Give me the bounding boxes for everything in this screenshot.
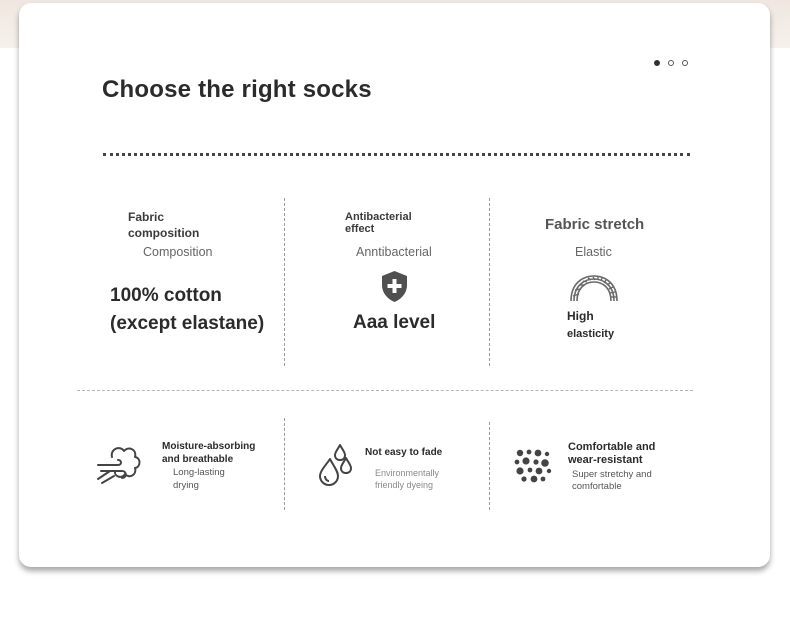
title-divider (103, 153, 690, 156)
page-title: Choose the right socks (102, 76, 372, 103)
feature-comfort-sub-line2: comfortable (572, 481, 622, 492)
spring-coil-icon (568, 274, 620, 302)
feature-moisture-sub-line1: Long-lasting (173, 467, 225, 478)
feature-moisture-sub-line2: drying (173, 480, 199, 491)
section-divider (77, 390, 693, 391)
column-divider-1 (284, 198, 285, 366)
composition-label: Fabric composition (128, 210, 200, 240)
feature-fade-sub-line2: friendly dyeing (375, 480, 434, 490)
feature-comfort-title-line1: Comfortable and (568, 441, 656, 453)
shield-plus-icon (380, 270, 409, 303)
feature-fade-title: Not easy to fade (365, 447, 443, 458)
carousel-dot-1[interactable] (654, 60, 660, 66)
antibacterial-value: Aaa level (353, 312, 436, 333)
carousel-dot-3[interactable] (682, 60, 688, 66)
carousel-indicator[interactable] (654, 59, 688, 67)
feature-divider-2 (489, 422, 490, 510)
composition-value-line1: 100% cotton (110, 285, 222, 306)
feature-moisture-title-line2: and breathable (162, 454, 234, 465)
carousel-dot-2[interactable] (668, 60, 674, 66)
feature-comfort-sub-line1: Super stretchy and (572, 469, 652, 480)
composition-sublabel: Composition (143, 245, 213, 259)
antibacterial-sublabel: Anntibacterial (356, 245, 432, 259)
stretch-sublabel: Elastic (575, 245, 612, 259)
feature-moisture-title-line1: Moisture-absorbing (162, 441, 256, 452)
feature-fade-sub-line1: Environmentally (375, 468, 440, 478)
feature-divider-1 (284, 418, 285, 510)
breath-cloud-icon (96, 443, 142, 485)
stretch-value-line2: elasticity (567, 328, 615, 340)
antibacterial-label: Antibacterial effect (345, 211, 412, 235)
stretch-value-line1: High (567, 309, 594, 323)
feature-comfort-title-line2: wear-resistant (568, 454, 643, 466)
column-divider-2 (489, 198, 490, 366)
dotted-cluster-icon (514, 448, 552, 484)
composition-value-line2: (except elastane) (110, 313, 265, 334)
stretch-label: Fabric stretch (545, 216, 645, 233)
water-drops-icon (318, 443, 354, 487)
